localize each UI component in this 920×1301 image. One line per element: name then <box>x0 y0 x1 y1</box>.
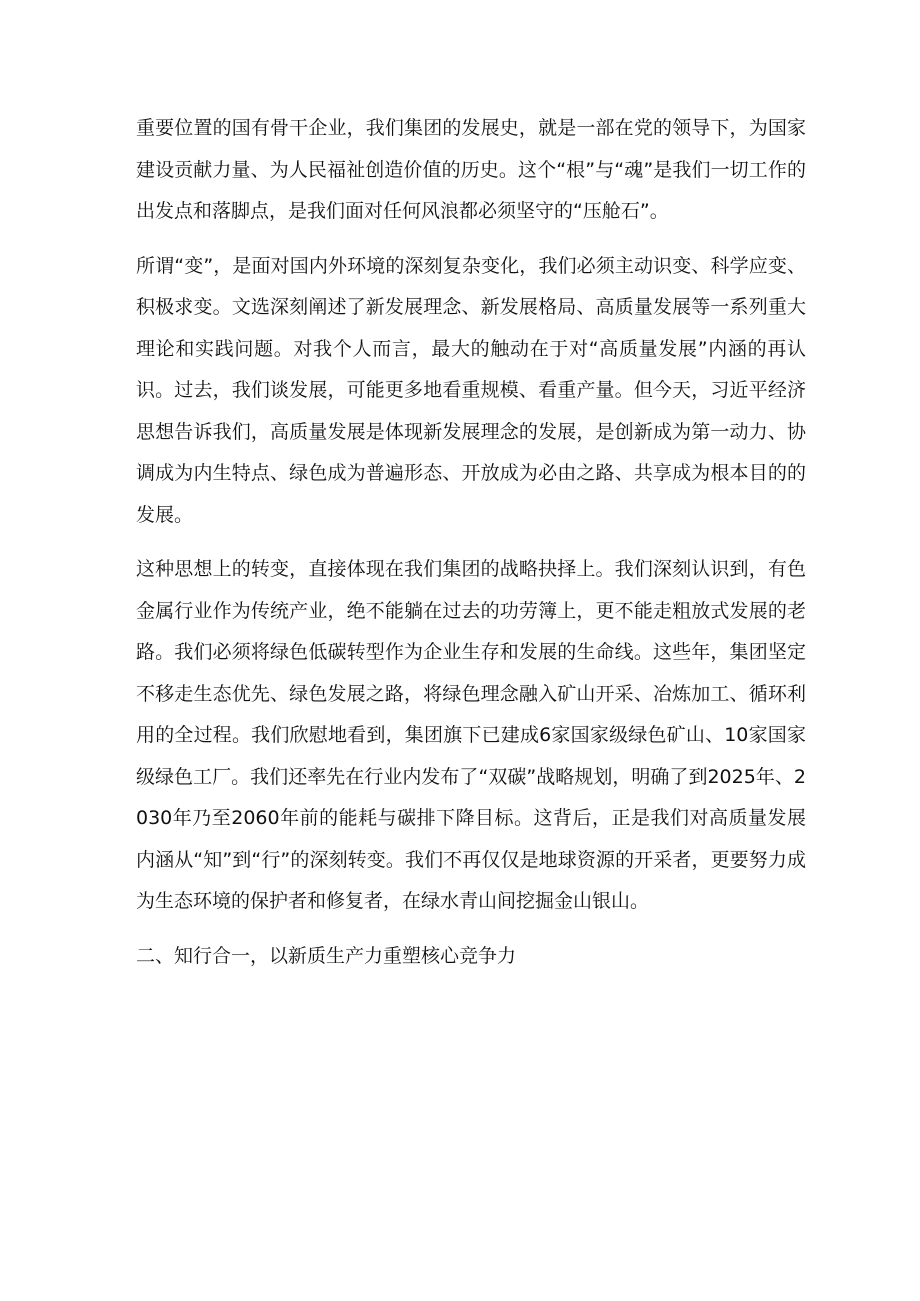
paragraph-2: 所谓“变”，是面对国内外环境的深刻复杂变化，我们必须主动识变、科学应变、积极求变。文选深刻阐述了新发展理念、新发展格局、高质量发展等一系列重大理论和实践问题。对我个人而言，最大的触动在于对“高质量发展”内涵的再认识。过去，我们谈发展，可能更多地看重规模、看重产量。但今天，习近平经济思想告诉我们，高质量发展是体现新发展理念的发展，是创新成为第一动力、协调成为内生特点、绿色成为普遍形态、开放成为必由之路、共享成为根本目的的发展。 <box>136 254 806 526</box>
section-heading: 二、知行合一，以新质生产力重塑核心竞争力 <box>136 944 517 967</box>
paragraph-1: 重要位置的国有骨干企业，我们集团的发展史，就是一部在党的领导下，为国家建设贡献力量、为人民福祉创造价值的历史。这个“根”与“魂”是我们一切工作的出发点和落脚点，是我们面对任何风浪都必须坚守的“压舱石”。 <box>136 117 806 222</box>
document-body <box>136 108 806 977</box>
paragraph-3: 这种思想上的转变，直接体现在我们集团的战略抉择上。我们深刻认识到，有色金属行业作为传统产业，绝不能躺在过去的功劳簿上，更不能走粗放式发展的老路。我们必须将绿色低碳转型作为企业生存和发展的生命线。这些年，集团坚定不移走生态优先、绿色发展之路，将绿色理念融入矿山开采、冶炼加工、循环利用的全过程。我们欣慰地看到，集团旗下已建成6家国家级绿色矿山、10家国家级绿色工厂。我们还率先在行业内发布了“双碳”战略规划，明确了到2025年、2030年乃至2060年前的能耗与碳排下降目标。这背后，正是我们对高质量发展内涵从“知”到“行”的深刻转变。我们不再仅仅是地球资源的开采者，更要努力成为生态环境的保护者和修复者，在绿水青山间挖掘金山银山。 <box>136 558 806 912</box>
